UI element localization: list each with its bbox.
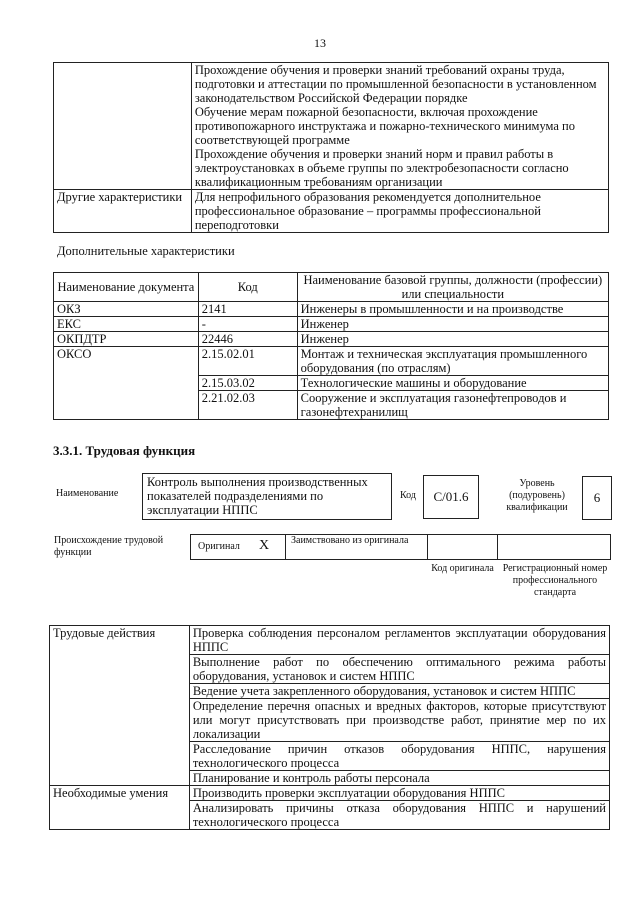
column-header: Наименование базовой группы, должности (профессии) или специальности [297,273,608,302]
list-item: Выполнение работ по обеспечению оптимального режима работы оборудования, установок и систем НППС [189,655,609,684]
list-item: Прохождение обучения и проверки знаний норм и правил работы в электроустановках в объеме группы по электробезопасности согласно квалификационным требованиям организации [194,147,569,189]
table-header-row [54,273,609,302]
table-row [50,786,610,801]
level-value-box: 6 [582,476,612,520]
table-cell: Технологические машины и оборудование [297,376,608,391]
table-row [50,626,610,655]
section-title: 3.3.1. Трудовая функция [53,443,196,458]
table-cell: Инженеры в промышленности и на производстве [297,302,608,317]
list-item: Планирование и контроль работы персонала [189,771,609,786]
list-item: Определение перечня опасных и вредных факторов, которые присутствуют или могут присутствовать при производстве работ, принятие мер по их локализации [189,699,609,742]
original-label: Оригинал [198,541,240,552]
table-cell: 2141 [198,302,297,317]
origin-label: Происхождение трудовой функции [54,535,164,558]
table-cell: Монтаж и техническая эксплуатация промышленного оборудования (по отраслям) [297,347,608,376]
additional-characteristics-title: Дополнительные характеристики [57,244,235,258]
name-label: Наименование [56,488,119,499]
list-item: Ведение учета закрепленного оборудования, установок и систем НППС [189,684,609,699]
table-row [54,347,609,376]
table-row [54,332,609,347]
original-mark: X [259,538,270,553]
level-label: Уровень (подуровень) квалификации [506,478,568,513]
list-item: Проверка соблюдения персоналом регламентов эксплуатации оборудования НППС [189,626,609,655]
list-item: Расследование причин отказов оборудования НППС, нарушения технологического процесса [189,742,609,771]
table-row [54,317,609,332]
top-characteristics-table [53,62,609,233]
list-item: Прохождение обучения и проверки знаний требований охраны труда, подготовки и аттестации по промышленной безопасности в установленном законодательством Российской Федерации порядке [194,63,597,105]
table-row [54,190,609,233]
list-item: Обучение мерам пожарной безопасности, включая прохождение противопожарного инструктажа и пожарно-технического минимума по соответствующей программе [194,105,575,147]
table-cell: - [198,317,297,332]
table-cell: 22446 [198,332,297,347]
table-cell: ЕКС [54,317,199,332]
table-cell: Сооружение и эксплуатация газонефтепроводов и газонефтехранилищ [297,391,608,420]
borrowed-label: Заимствовано из оригинала [291,535,409,546]
additional-characteristics-table [53,272,609,420]
row-label: Необходимые умения [50,786,190,830]
list-item: Анализировать причины отказа оборудования НППС и нарушений технологического процесса [189,801,609,830]
table-row [54,63,609,190]
table-cell: Инженер [297,317,608,332]
code-value-box: C/01.6 [423,475,479,519]
table-cell: 2.15.03.02 [198,376,297,391]
table-cell: Инженер [297,332,608,347]
list-item: Производить проверки эксплуатации оборудования НППС [189,786,609,801]
table-cell: ОКПДТР [54,332,199,347]
row-label: Другие характеристики [54,190,192,233]
column-header: Код [198,273,297,302]
row-label: Трудовые действия [50,626,190,786]
table-row [54,302,609,317]
code-label: Код [400,490,416,501]
page-number: 13 [314,36,326,50]
function-name-box: Контроль выполнения производственных показателей подразделениями по эксплуатации НППС [142,473,392,520]
code-original-label: Код оригинала [431,563,494,574]
list-item: Для непрофильного образования рекомендуется дополнительное профессиональное образование – программы профессиональной переподготовки [191,190,608,233]
table-cell: ОКЗ [54,302,199,317]
table-cell: 2.15.02.01 [198,347,297,376]
row-label [54,63,192,190]
actions-table [49,625,610,830]
table-cell: 2.21.02.03 [198,391,297,420]
table-cell: ОКСО [54,347,199,420]
column-header: Наименование документа [54,273,199,302]
reg-number-label: Регистрационный номер профессионального стандарта [502,563,608,598]
